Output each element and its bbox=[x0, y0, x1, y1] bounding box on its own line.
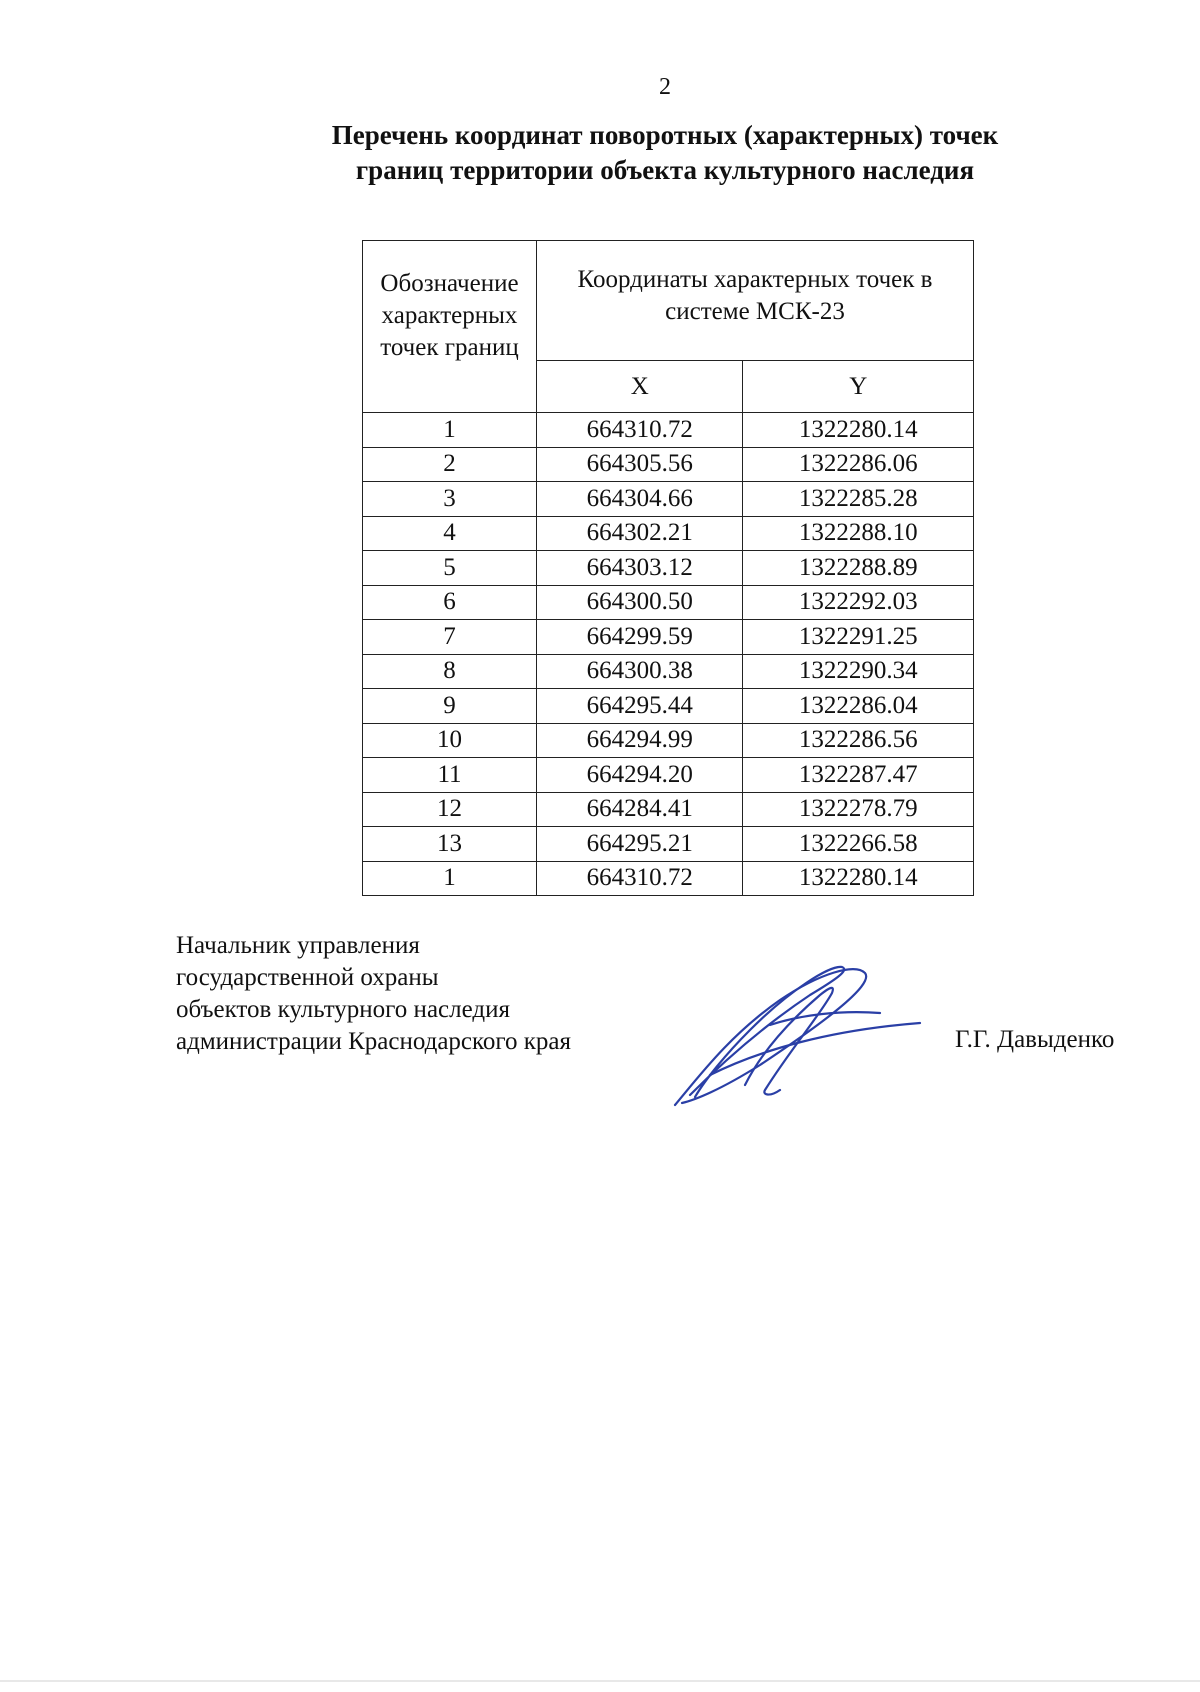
cell-x: 664299.59 bbox=[537, 620, 743, 655]
table-row bbox=[363, 551, 974, 586]
table-row bbox=[363, 585, 974, 620]
table-row bbox=[363, 758, 974, 793]
signatory-line-3: объектов культурного наследия bbox=[176, 996, 510, 1023]
cell-x: 664310.72 bbox=[537, 413, 743, 448]
cell-point: 12 bbox=[363, 792, 537, 827]
cell-y: 1322292.03 bbox=[743, 585, 974, 620]
table-row bbox=[363, 792, 974, 827]
header-coords-label: Координаты характерных точек в системе МСК-23 bbox=[577, 266, 933, 325]
cell-y: 1322278.79 bbox=[743, 792, 974, 827]
signer-name: Г.Г. Давыденко bbox=[955, 1026, 1115, 1053]
signatory-line-1: Начальник управления bbox=[176, 932, 420, 959]
table-row bbox=[363, 447, 974, 482]
table-row bbox=[363, 827, 974, 862]
cell-y: 1322288.89 bbox=[743, 551, 974, 586]
table-row bbox=[363, 861, 974, 896]
table-row bbox=[363, 723, 974, 758]
table-header-row bbox=[363, 241, 974, 361]
cell-point: 2 bbox=[363, 447, 537, 482]
table-row bbox=[363, 689, 974, 724]
page-number: 2 bbox=[659, 74, 671, 100]
cell-x: 664294.20 bbox=[537, 758, 743, 793]
cell-x: 664302.21 bbox=[537, 516, 743, 551]
header-coordinates bbox=[537, 241, 974, 361]
table-row bbox=[363, 654, 974, 689]
cell-x: 664305.56 bbox=[537, 447, 743, 482]
cell-y: 1322291.25 bbox=[743, 620, 974, 655]
cell-y: 1322285.28 bbox=[743, 482, 974, 517]
cell-point: 1 bbox=[363, 861, 537, 896]
table-row bbox=[363, 620, 974, 655]
table-row bbox=[363, 482, 974, 517]
header-y: Y bbox=[743, 361, 974, 413]
cell-x: 664284.41 bbox=[537, 792, 743, 827]
cell-point: 8 bbox=[363, 654, 537, 689]
cell-point: 10 bbox=[363, 723, 537, 758]
table-body bbox=[363, 413, 974, 896]
header-point-label: Обозначение характерных точек границ bbox=[380, 270, 519, 361]
cell-point: 4 bbox=[363, 516, 537, 551]
cell-point: 11 bbox=[363, 758, 537, 793]
cell-point: 3 bbox=[363, 482, 537, 517]
cell-y: 1322286.04 bbox=[743, 689, 974, 724]
cell-y: 1322287.47 bbox=[743, 758, 974, 793]
page-bottom-edge bbox=[0, 1680, 1200, 1682]
cell-y: 1322288.10 bbox=[743, 516, 974, 551]
cell-x: 664300.38 bbox=[537, 654, 743, 689]
cell-x: 664303.12 bbox=[537, 551, 743, 586]
cell-y: 1322280.14 bbox=[743, 861, 974, 896]
cell-point: 9 bbox=[363, 689, 537, 724]
document-title bbox=[300, 118, 1030, 188]
table-row bbox=[363, 516, 974, 551]
cell-y: 1322266.58 bbox=[743, 827, 974, 862]
title-line-1: Перечень координат поворотных (характерных) точек bbox=[331, 120, 999, 150]
coordinates-table bbox=[362, 240, 974, 896]
cell-x: 664300.50 bbox=[537, 585, 743, 620]
signatory-line-4: администрации Краснодарского края bbox=[176, 1028, 572, 1055]
title-line-2: границ территории объекта культурного наследия bbox=[355, 155, 975, 185]
cell-x: 664295.21 bbox=[537, 827, 743, 862]
cell-point: 6 bbox=[363, 585, 537, 620]
cell-point: 7 bbox=[363, 620, 537, 655]
cell-x: 664310.72 bbox=[537, 861, 743, 896]
cell-x: 664295.44 bbox=[537, 689, 743, 724]
header-x: X bbox=[537, 361, 743, 413]
table-row bbox=[363, 413, 974, 448]
cell-point: 13 bbox=[363, 827, 537, 862]
cell-x: 664294.99 bbox=[537, 723, 743, 758]
cell-y: 1322286.56 bbox=[743, 723, 974, 758]
cell-x: 664304.66 bbox=[537, 482, 743, 517]
cell-y: 1322280.14 bbox=[743, 413, 974, 448]
cell-point: 5 bbox=[363, 551, 537, 586]
cell-y: 1322290.34 bbox=[743, 654, 974, 689]
signatory-line-2: государственной охраны bbox=[176, 964, 439, 991]
header-point-designation bbox=[363, 241, 537, 413]
handwritten-signature bbox=[670, 955, 950, 1115]
cell-point: 1 bbox=[363, 413, 537, 448]
signatory-position bbox=[176, 930, 571, 1058]
cell-y: 1322286.06 bbox=[743, 447, 974, 482]
